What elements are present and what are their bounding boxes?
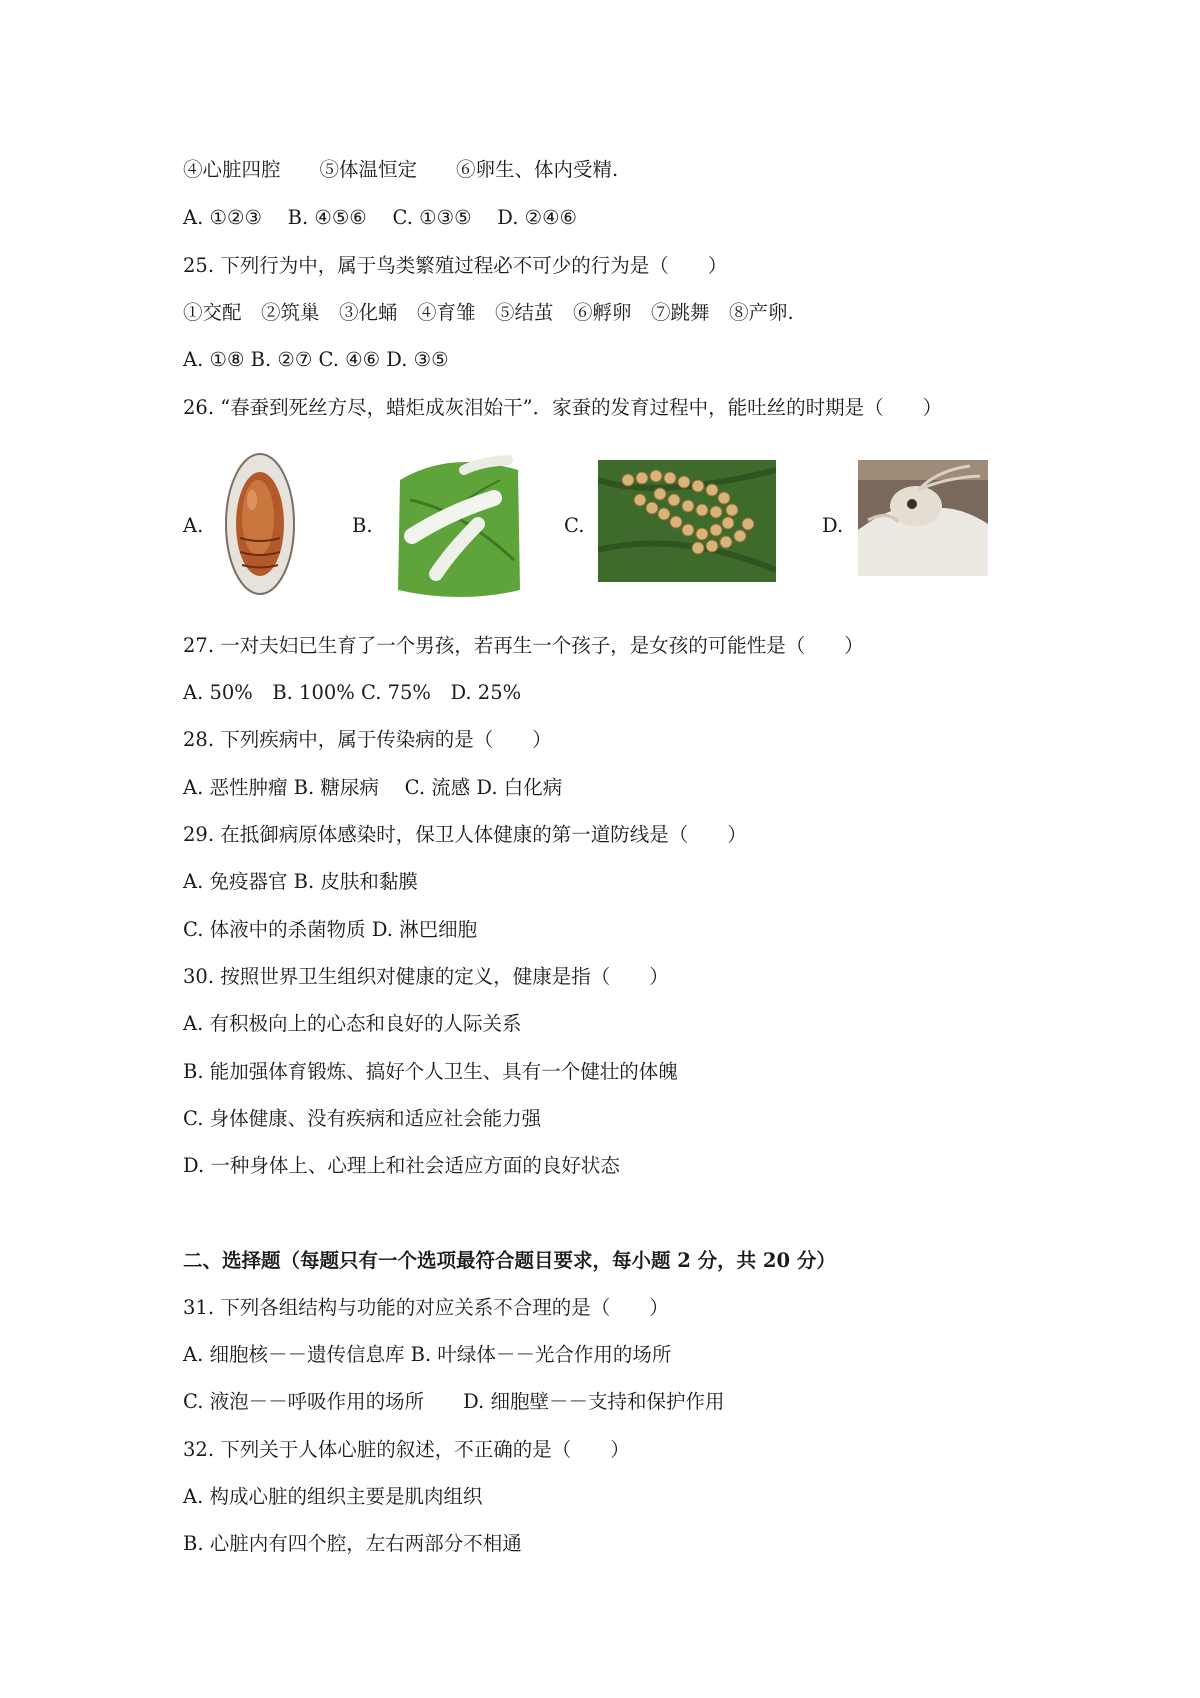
q32-option-a: A. 构成心脏的组织主要是肌肉组织 [183, 1485, 483, 1508]
q31-stem: 31. 下列各组结构与功能的对应关系不合理的是（ ） [183, 1296, 669, 1319]
q25-items: ①交配 ②筑巢 ③化蛹 ④育雏 ⑤结茧 ⑥孵卵 ⑦跳舞 ⑧产卵. [183, 301, 794, 324]
q30-option-d: D. 一种身体上、心理上和社会适应方面的良好状态 [183, 1154, 620, 1177]
q29-options-ab: A. 免疫器官 B. 皮肤和黏膜 [183, 870, 418, 893]
q26-label-c: C. [564, 514, 585, 537]
q30-option-c: C. 身体健康、没有疾病和适应社会能力强 [183, 1107, 542, 1130]
q31-options-ab: A. 细胞核－－遗传信息库 B. 叶绿体－－光合作用的场所 [183, 1343, 672, 1366]
q27-options: A. 50% B. 100% C. 75% D. 25% [183, 681, 522, 704]
q25-options: A. ①⑧ B. ②⑦ C. ④⑥ D. ③⑤ [183, 348, 449, 371]
silkworm-pupa-image [218, 448, 304, 600]
silkworm-larvae-image [390, 440, 525, 604]
q29-stem: 29. 在抵御病原体感染时，保卫人体健康的第一道防线是（ ） [183, 823, 747, 846]
q26-label-d: D. [822, 514, 844, 537]
q28-options: A. 恶性肿瘤 B. 糖尿病 C. 流感 D. 白化病 [183, 776, 563, 799]
q26-label-b: B. [352, 514, 373, 537]
q31-options-cd: C. 液泡－－呼吸作用的场所 D. 细胞壁－－支持和保护作用 [183, 1390, 725, 1413]
q32-option-b: B. 心脏内有四个腔，左右两部分不相通 [183, 1532, 522, 1555]
q28-stem: 28. 下列疾病中，属于传染病的是（ ） [183, 728, 552, 751]
q25-stem: 25. 下列行为中，属于鸟类繁殖过程必不可少的行为是（ ） [183, 254, 728, 277]
q30-option-a: A. 有积极向上的心态和良好的人际关系 [183, 1012, 522, 1035]
q27-stem: 27. 一对夫妇已生育了一个男孩，若再生一个孩子，是女孩的可能性是（ ） [183, 634, 864, 657]
silkworm-eggs-image [598, 460, 776, 582]
q29-options-cd: C. 体液中的杀菌物质 D. 淋巴细胞 [183, 918, 478, 941]
q26-label-a: A. [183, 514, 204, 537]
section-2-heading: 二、选择题（每题只有一个选项最符合题目要求，每小题 2 分，共 20 分） [183, 1249, 836, 1272]
silkworm-moth-image [858, 460, 988, 576]
q30-option-b: B. 能加强体育锻炼、搞好个人卫生、具有一个健壮的体魄 [183, 1060, 678, 1083]
q30-stem: 30. 按照世界卫生组织对健康的定义，健康是指（ ） [183, 965, 669, 988]
q32-stem: 32. 下列关于人体心脏的叙述，不正确的是（ ） [183, 1438, 630, 1461]
q24-options: A. ①②③ B. ④⑤⑥ C. ①③⑤ D. ②④⑥ [183, 206, 578, 229]
q24-items-line: ④心脏四腔 ⑤体温恒定 ⑥卵生、体内受精. [183, 158, 619, 181]
q26-stem: 26. “春蚕到死丝方尽，蜡炬成灰泪始干”．家蚕的发育过程中，能吐丝的时期是（ ） [183, 396, 943, 419]
